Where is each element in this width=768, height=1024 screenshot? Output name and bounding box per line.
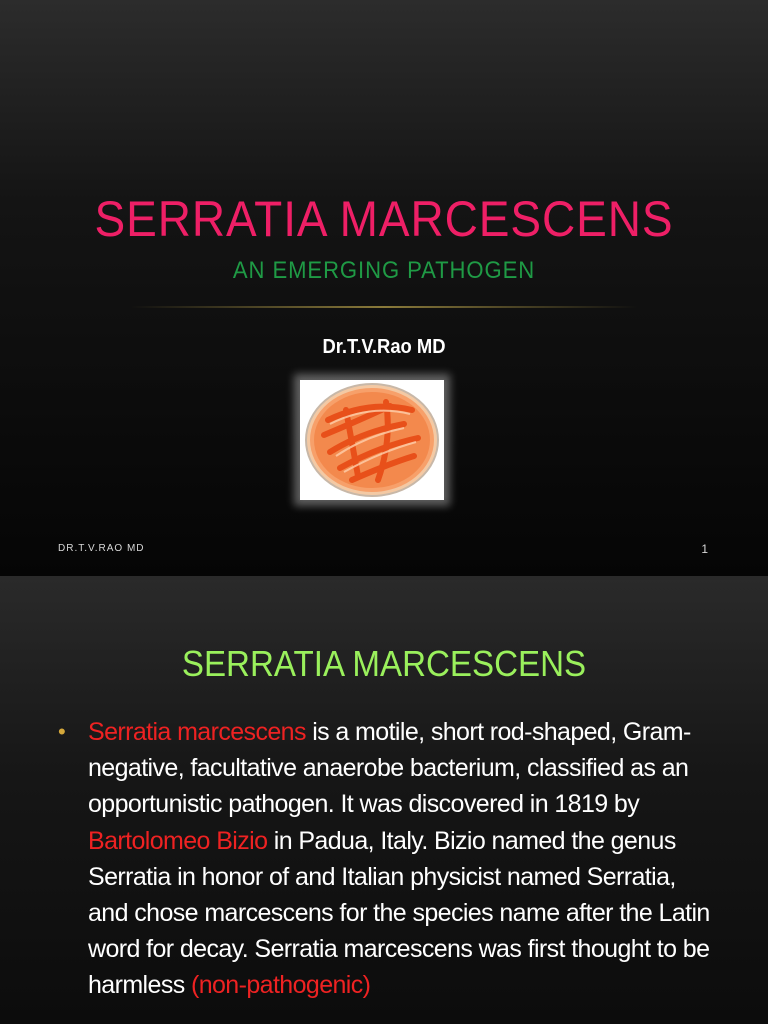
petri-dish-image xyxy=(300,380,444,500)
slide-title: SERRATIA MARCESCENS xyxy=(181,643,587,684)
divider-line xyxy=(130,306,638,308)
author-name: Dr.T.V.Rao MD xyxy=(322,336,446,358)
body-text: is a motile, short rod-shaped, Gram-negative, facultative anaerobe bacterium, classified as an opportunistic pathogen. It was discovered in 1819 by xyxy=(88,718,691,819)
petri-dish-orange-culture-icon xyxy=(300,380,444,500)
slide-2 xyxy=(0,576,768,1024)
slide-subtitle: AN EMERGING PATHOGEN xyxy=(232,257,536,284)
highlight-text: (non-pathogenic) xyxy=(190,971,371,1000)
bullet-item xyxy=(88,714,718,1004)
highlight-text: Bartolomeo Bizio xyxy=(88,826,268,855)
bullet-icon: • xyxy=(58,719,66,744)
slide-title: SERRATIA MARCESCENS xyxy=(94,191,674,247)
page-number: 1 xyxy=(701,542,708,556)
body-text: in Padua, Italy. Bizio named the genus Serratia in honor of and Italian physicist named Serratia, and chose marcescens for the species name after the Latin word for decay. Serratia marcescens was first thought to be harmless xyxy=(88,826,710,1000)
highlight-text: Serratia marcescens xyxy=(88,718,306,746)
footer-author: DR.T.V.RAO MD xyxy=(58,543,145,554)
bullet-list xyxy=(58,714,718,1004)
